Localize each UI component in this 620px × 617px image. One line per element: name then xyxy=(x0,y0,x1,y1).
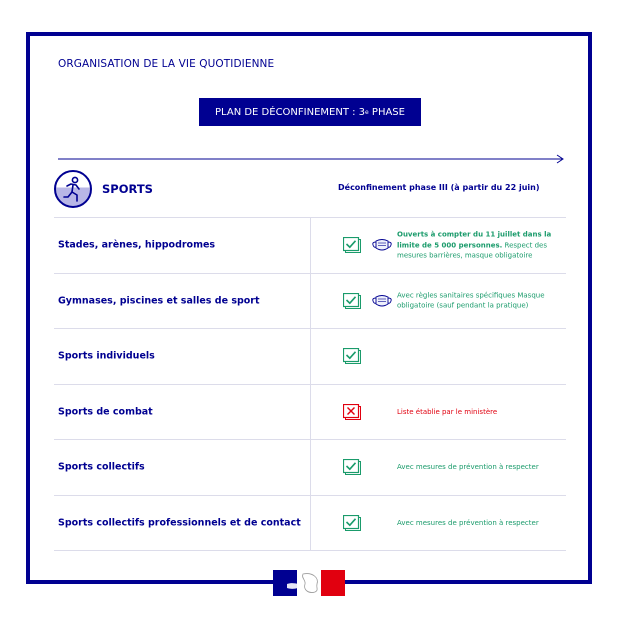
column-divider xyxy=(310,329,311,384)
table-row xyxy=(54,495,566,552)
table-row xyxy=(54,439,566,495)
table-row xyxy=(54,328,566,384)
column-divider xyxy=(310,440,311,495)
row-note xyxy=(397,290,569,311)
row-note xyxy=(397,407,569,418)
row-note-text: Liste établie par le ministère xyxy=(397,407,498,416)
face-mask-icon xyxy=(371,293,393,309)
check-icon xyxy=(343,237,361,253)
column-heading: Déconfinement phase III (à partir du 22 juin) xyxy=(338,183,540,192)
banner-text-end: PHASE xyxy=(368,106,405,118)
row-label: Stades, arènes, hippodromes xyxy=(58,239,216,251)
row-note xyxy=(397,230,569,262)
row-note xyxy=(397,462,569,473)
banner-text: PLAN DE DÉCONFINEMENT : 3 xyxy=(215,106,366,118)
check-icon xyxy=(343,348,361,364)
column-divider xyxy=(310,218,311,273)
table-row xyxy=(54,384,566,440)
check-icon xyxy=(343,515,361,531)
column-divider xyxy=(310,385,311,440)
column-divider xyxy=(310,496,311,551)
row-note-text: Avec mesures de prévention à respecter xyxy=(397,518,539,527)
section-title: SPORTS xyxy=(102,182,153,196)
sports-table xyxy=(54,217,566,551)
organisation-title: ORGANISATION DE LA VIE QUOTIDIENNE xyxy=(58,58,275,70)
cross-icon xyxy=(343,404,361,420)
phase-banner xyxy=(199,98,421,126)
row-note-text: Respect des mesures barrières, masque obligatoire xyxy=(397,241,548,260)
row-note-emphasis: Ouverts à compter du 11 juillet dans la limite de 5 000 personnes. xyxy=(397,230,552,249)
row-note-text: Avec mesures de prévention à respecter xyxy=(397,463,539,471)
row-label: Sports collectifs professionnels et de contact xyxy=(58,517,301,529)
face-mask-icon xyxy=(371,237,393,253)
table-row xyxy=(54,273,566,329)
row-label: Gymnases, piscines et salles de sport xyxy=(58,295,260,307)
runner-icon xyxy=(54,170,92,208)
section-header xyxy=(54,170,153,208)
row-label: Sports individuels xyxy=(58,350,155,362)
table-row xyxy=(54,217,566,273)
column-divider xyxy=(310,274,311,329)
arrow-line xyxy=(58,154,566,164)
row-note xyxy=(397,518,569,529)
content-frame xyxy=(26,32,592,584)
banner-superscript: e xyxy=(365,108,369,116)
row-label: Sports de combat xyxy=(58,406,153,418)
row-label: Sports collectifs xyxy=(58,461,145,473)
check-icon xyxy=(343,459,361,475)
marianne-logo xyxy=(273,570,345,596)
check-icon xyxy=(343,293,361,309)
row-note-text: Avec règles sanitaires spécifiques Masque obligatoire (sauf pendant la pratique) xyxy=(397,291,545,310)
